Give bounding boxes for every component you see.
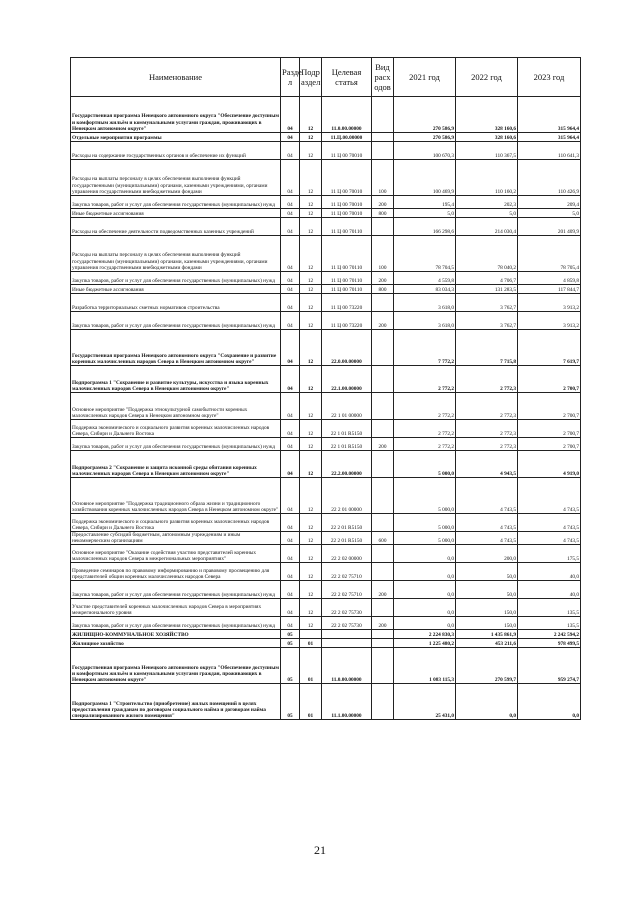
table-row — [71, 451, 581, 478]
cell-expense-type — [372, 97, 394, 133]
cell-section: 04 — [281, 133, 300, 142]
cell-name: Подпрограмма 2 "Сохранение и защита исконной среды обитания коренных малочисленных народов Севера в Ненецком автономном округе" — [71, 451, 281, 478]
cell-name: Основное мероприятие "Поддержка традиционного образа жизни и традиционного хозяйствования коренных малочисленных народов Севера в Ненецком автономном округе" — [71, 478, 281, 514]
cell-year-2022: 3 762,7 — [456, 294, 518, 312]
cell-year-2022: 2 772,3 — [456, 438, 518, 451]
cell-year-2022: 50,0 — [456, 563, 518, 581]
cell-name: Закупка товаров, работ и услуг для обеспечения государственных (муниципальных) нужд — [71, 617, 281, 630]
cell-year-2021: 270 586,9 — [394, 133, 456, 142]
cell-expense-type: 200 — [372, 617, 394, 630]
cell-subsection: 12 — [300, 209, 322, 218]
cell-year-2022: 4 743,5 — [456, 478, 518, 514]
cell-section: 04 — [281, 581, 300, 599]
cell-section: 04 — [281, 312, 300, 330]
cell-section: 04 — [281, 617, 300, 630]
cell-target-article: 11 Ц 00 70110 — [322, 218, 372, 236]
table-row — [71, 599, 581, 617]
cell-subsection: 01 — [300, 639, 322, 648]
cell-expense-type: 200 — [372, 438, 394, 451]
cell-year-2023: 3 913,2 — [518, 312, 581, 330]
cell-year-2022: 453 211,6 — [456, 639, 518, 648]
cell-year-2022: 328 160,6 — [456, 133, 518, 142]
cell-expense-type — [372, 684, 394, 720]
cell-target-article: 22.0.00.00000 — [322, 330, 372, 366]
cell-section: 04 — [281, 160, 300, 196]
cell-expense-type: 200 — [372, 581, 394, 599]
header-year-2023: 2023 год — [518, 58, 581, 97]
table-row — [71, 330, 581, 366]
cell-year-2022: 150,0 — [456, 599, 518, 617]
cell-year-2021: 2 224 830,3 — [394, 630, 456, 639]
cell-year-2021: 25 431,0 — [394, 684, 456, 720]
cell-target-article: 22 2 02 00000 — [322, 545, 372, 563]
cell-year-2023: 209,4 — [518, 196, 581, 209]
cell-year-2021: 1 083 115,3 — [394, 648, 456, 684]
cell-target-article: 11 Ц 00 70110 — [322, 236, 372, 272]
cell-year-2023: 4 743,5 — [518, 478, 581, 514]
header-year-2021: 2021 год — [394, 58, 456, 97]
header-subsection: Подр аздел — [300, 58, 322, 97]
cell-year-2023: 110 426,9 — [518, 160, 581, 196]
cell-section: 04 — [281, 420, 300, 438]
cell-year-2021: 4 559,8 — [394, 272, 456, 285]
cell-year-2023: 2 700,7 — [518, 420, 581, 438]
cell-subsection: 12 — [300, 438, 322, 451]
cell-name: ЖИЛИЩНО-КОММУНАЛЬНОЕ ХОЗЯЙСТВО — [71, 630, 281, 639]
cell-year-2023: 5,0 — [518, 209, 581, 218]
cell-name: Закупка товаров, работ и услуг для обеспечения государственных (муниципальных) нужд — [71, 438, 281, 451]
cell-year-2022: 50,0 — [456, 581, 518, 599]
cell-year-2022: 4 706,7 — [456, 272, 518, 285]
cell-section: 05 — [281, 684, 300, 720]
cell-target-article: 22 2 02 75710 — [322, 563, 372, 581]
cell-year-2021: 100 670,3 — [394, 142, 456, 160]
cell-section: 04 — [281, 272, 300, 285]
budget-table-container — [70, 57, 580, 720]
cell-year-2022: 4 943,5 — [456, 451, 518, 478]
table-row — [71, 545, 581, 563]
cell-year-2023: 0,0 — [518, 684, 581, 720]
cell-section: 04 — [281, 209, 300, 218]
table-row — [71, 272, 581, 285]
cell-target-article: 11 Ц 00 70010 — [322, 209, 372, 218]
cell-target-article: 22 2 01 00000 — [322, 478, 372, 514]
cell-year-2021: 3 618,0 — [394, 294, 456, 312]
cell-subsection: 12 — [300, 393, 322, 420]
table-row — [71, 209, 581, 218]
cell-year-2022: 4 743,5 — [456, 532, 518, 545]
cell-expense-type: 100 — [372, 160, 394, 196]
cell-name: Проведение семинаров по правовому информированию и правовому просвещению для представителей общин коренных малочисленных народов Севера — [71, 563, 281, 581]
header-year-2022: 2022 год — [456, 58, 518, 97]
table-row — [71, 97, 581, 133]
cell-target-article: 11 Ц 00 70110 — [322, 272, 372, 285]
cell-section: 04 — [281, 478, 300, 514]
cell-year-2022: 150,0 — [456, 617, 518, 630]
table-row — [71, 196, 581, 209]
cell-subsection: 12 — [300, 532, 322, 545]
cell-expense-type: 600 — [372, 532, 394, 545]
table-row — [71, 366, 581, 393]
cell-year-2021: 5,0 — [394, 209, 456, 218]
cell-year-2021: 0,0 — [394, 617, 456, 630]
cell-expense-type: 200 — [372, 312, 394, 330]
header-expense-type: Вид расх одов — [372, 58, 394, 97]
cell-expense-type — [372, 330, 394, 366]
cell-section: 04 — [281, 599, 300, 617]
cell-name: Расходы на выплаты персоналу в целях обеспечения выполнения функций государственными (муниципальными) органами, казенными учреждениями, органами управления государственными внебюджетными фондами — [71, 236, 281, 272]
cell-year-2023: 315 964,4 — [518, 133, 581, 142]
cell-subsection: 12 — [300, 581, 322, 599]
cell-subsection: 12 — [300, 133, 322, 142]
cell-expense-type — [372, 393, 394, 420]
cell-year-2023: 3 913,2 — [518, 294, 581, 312]
cell-expense-type — [372, 142, 394, 160]
cell-section: 05 — [281, 639, 300, 648]
cell-year-2023: 78 705,4 — [518, 236, 581, 272]
cell-section: 04 — [281, 236, 300, 272]
cell-year-2021: 78 704,5 — [394, 236, 456, 272]
cell-year-2021: 2 772,2 — [394, 366, 456, 393]
cell-subsection: 12 — [300, 563, 322, 581]
table-row — [71, 142, 581, 160]
cell-name: Иные бюджетные ассигнования — [71, 285, 281, 294]
cell-name: Основное мероприятие "Оказание содействия участию представителей коренных малочисленных народов Севера в межрегиональных мероприятиях" — [71, 545, 281, 563]
cell-name: Жилищное хозяйство — [71, 639, 281, 648]
cell-year-2022: 131 283,5 — [456, 285, 518, 294]
table-row — [71, 532, 581, 545]
table-row — [71, 684, 581, 720]
table-row — [71, 236, 581, 272]
cell-subsection: 12 — [300, 236, 322, 272]
table-row — [71, 420, 581, 438]
cell-year-2022: 270 599,7 — [456, 648, 518, 684]
cell-name: Разработка территориальных сметных нормативов строительства — [71, 294, 281, 312]
cell-name: Участие представителей коренных малочисленных народов Севера в мероприятиях межрегионального уровня — [71, 599, 281, 617]
cell-name: Государственная программа Ненецкого автономного округа "Обеспечение доступным и комфортным жильём и коммунальными услугами граждан, проживающих в Ненецком автономном округе" — [71, 97, 281, 133]
cell-name: Поддержка экономического и социального развития коренных малочисленных народов Севера, Сибири и Дальнего Востока — [71, 514, 281, 532]
cell-subsection: 12 — [300, 545, 322, 563]
table-row — [71, 438, 581, 451]
cell-section: 04 — [281, 563, 300, 581]
cell-subsection: 01 — [300, 684, 322, 720]
cell-expense-type — [372, 630, 394, 639]
cell-target-article: 11 Ц 00 70010 — [322, 196, 372, 209]
cell-name: Поддержка экономического и социального развития коренных малочисленных народов Севера, Сибири и Дальнего Востока — [71, 420, 281, 438]
cell-expense-type — [372, 451, 394, 478]
cell-subsection: 12 — [300, 451, 322, 478]
cell-target-article: 11 Ц 00 70110 — [322, 285, 372, 294]
table-row — [71, 478, 581, 514]
cell-year-2023: 959 274,7 — [518, 648, 581, 684]
cell-year-2023: 2 700,7 — [518, 438, 581, 451]
cell-section: 05 — [281, 630, 300, 639]
cell-target-article: 22.1.00.00000 — [322, 366, 372, 393]
cell-subsection: 12 — [300, 617, 322, 630]
table-row — [71, 393, 581, 420]
cell-section: 04 — [281, 438, 300, 451]
cell-section: 04 — [281, 532, 300, 545]
cell-name: Подпрограмма 1 "Сохранение и развитие культуры, искусства и языка коренных малочисленных народов Севера в Ненецком автономном округе" — [71, 366, 281, 393]
cell-subsection — [300, 630, 322, 639]
cell-subsection: 12 — [300, 366, 322, 393]
cell-expense-type: 200 — [372, 196, 394, 209]
cell-year-2021: 5 000,0 — [394, 514, 456, 532]
cell-year-2021: 3 618,0 — [394, 312, 456, 330]
cell-target-article: 11.Ц.00.00000 — [322, 133, 372, 142]
cell-subsection: 12 — [300, 285, 322, 294]
cell-year-2021: 2 772,2 — [394, 420, 456, 438]
cell-target-article: 11.1.00.00000 — [322, 684, 372, 720]
cell-name: Отдельные мероприятия программы — [71, 133, 281, 142]
page-number: 21 — [314, 843, 326, 857]
cell-section: 04 — [281, 196, 300, 209]
cell-section: 04 — [281, 451, 300, 478]
cell-section: 05 — [281, 648, 300, 684]
cell-name: Расходы на обеспечение деятельности подведомственных казенных учреждений — [71, 218, 281, 236]
cell-year-2023: 117 844,7 — [518, 285, 581, 294]
cell-name: Иные бюджетные ассигнования — [71, 209, 281, 218]
cell-target-article: 22 2 02 75710 — [322, 581, 372, 599]
cell-expense-type — [372, 366, 394, 393]
cell-name: Подпрограмма 1 "Строительство (приобретение) жилых помещений в целях предоставления гражданам по договорам социального найма и договорам найма специализированного жилого помещения" — [71, 684, 281, 720]
cell-subsection: 12 — [300, 160, 322, 196]
cell-year-2021: 5 000,0 — [394, 451, 456, 478]
cell-expense-type: 800 — [372, 285, 394, 294]
table-row — [71, 514, 581, 532]
cell-year-2021: 270 586,9 — [394, 97, 456, 133]
cell-subsection: 12 — [300, 142, 322, 160]
cell-name: Государственная программа Ненецкого автономного округа "Обеспечение доступным и комфортным жильём и коммунальными услугами граждан, проживающих в Ненецком автономном округе" — [71, 648, 281, 684]
cell-target-article: 11 Ц 00 73220 — [322, 312, 372, 330]
cell-year-2021: 100 469,9 — [394, 160, 456, 196]
cell-year-2022: 7 715,8 — [456, 330, 518, 366]
cell-target-article — [322, 639, 372, 648]
cell-target-article: 22 2 01 R5150 — [322, 532, 372, 545]
cell-year-2022: 3 762,7 — [456, 312, 518, 330]
cell-target-article: 22 2 02 75730 — [322, 617, 372, 630]
cell-year-2023: 201 409,9 — [518, 218, 581, 236]
cell-year-2021: 0,0 — [394, 545, 456, 563]
cell-expense-type — [372, 133, 394, 142]
cell-year-2021: 166 298,6 — [394, 218, 456, 236]
cell-section: 04 — [281, 285, 300, 294]
cell-year-2022: 4 743,5 — [456, 514, 518, 532]
cell-name: Расходы на выплаты персоналу в целях обеспечения выполнения функций государственными (муниципальными) органами, казенными учреждениями, органами управления государственными внебюджетными фондами — [71, 160, 281, 196]
cell-subsection: 12 — [300, 196, 322, 209]
cell-section: 04 — [281, 294, 300, 312]
cell-year-2023: 40,0 — [518, 581, 581, 599]
cell-year-2022: 2 772,3 — [456, 393, 518, 420]
table-row — [71, 581, 581, 599]
cell-year-2021: 0,0 — [394, 599, 456, 617]
cell-target-article: 11.0.00.00000 — [322, 648, 372, 684]
cell-subsection: 12 — [300, 420, 322, 438]
cell-year-2021: 2 772,2 — [394, 438, 456, 451]
cell-subsection: 12 — [300, 97, 322, 133]
cell-expense-type: 100 — [372, 236, 394, 272]
cell-year-2021: 7 772,2 — [394, 330, 456, 366]
cell-expense-type — [372, 514, 394, 532]
budget-table — [70, 57, 581, 720]
cell-year-2022: 328 160,6 — [456, 97, 518, 133]
table-row — [71, 285, 581, 294]
table-body — [71, 97, 581, 720]
cell-target-article: 11 Ц 00 73220 — [322, 294, 372, 312]
cell-name: Закупка товаров, работ и услуг для обеспечения государственных (муниципальных) нужд — [71, 196, 281, 209]
cell-section: 04 — [281, 366, 300, 393]
cell-name: Закупка товаров, работ и услуг для обеспечения государственных (муниципальных) нужд — [71, 312, 281, 330]
cell-year-2023: 2 700,7 — [518, 393, 581, 420]
cell-year-2022: 214 030,4 — [456, 218, 518, 236]
cell-target-article: 22.2.00.00000 — [322, 451, 372, 478]
table-row — [71, 563, 581, 581]
cell-target-article — [322, 630, 372, 639]
table-row — [71, 648, 581, 684]
cell-name: Основное мероприятие "Поддержка этнокультурной самобытности коренных малочисленных народов Севера в Ненецком автономном округе" — [71, 393, 281, 420]
cell-target-article: 22 2 01 R5150 — [322, 514, 372, 532]
cell-year-2023: 4 743,5 — [518, 532, 581, 545]
cell-expense-type — [372, 218, 394, 236]
cell-year-2021: 1 225 480,2 — [394, 639, 456, 648]
table-row — [71, 160, 581, 196]
cell-subsection: 12 — [300, 294, 322, 312]
cell-subsection: 01 — [300, 648, 322, 684]
cell-section: 04 — [281, 142, 300, 160]
cell-year-2021: 5 000,0 — [394, 478, 456, 514]
cell-expense-type — [372, 294, 394, 312]
cell-section: 04 — [281, 330, 300, 366]
cell-subsection: 12 — [300, 478, 322, 514]
table-row — [71, 312, 581, 330]
cell-subsection: 12 — [300, 599, 322, 617]
cell-year-2023: 135,5 — [518, 599, 581, 617]
cell-target-article: 11 Ц 00 70010 — [322, 142, 372, 160]
cell-year-2023: 315 964,4 — [518, 97, 581, 133]
cell-expense-type — [372, 648, 394, 684]
cell-year-2021: 0,0 — [394, 581, 456, 599]
cell-year-2021: 2 772,2 — [394, 393, 456, 420]
cell-year-2023: 978 499,5 — [518, 639, 581, 648]
cell-year-2021: 5 000,0 — [394, 532, 456, 545]
cell-year-2021: 195,4 — [394, 196, 456, 209]
cell-expense-type — [372, 545, 394, 563]
cell-target-article: 22 1 01 00000 — [322, 393, 372, 420]
cell-expense-type: 200 — [372, 272, 394, 285]
cell-year-2022: 110 160,2 — [456, 160, 518, 196]
cell-year-2022: 5,0 — [456, 209, 518, 218]
cell-target-article: 22 1 01 R5150 — [322, 420, 372, 438]
cell-year-2023: 4 743,5 — [518, 514, 581, 532]
cell-year-2022: 200,0 — [456, 545, 518, 563]
cell-subsection: 12 — [300, 272, 322, 285]
cell-year-2022: 2 772,3 — [456, 420, 518, 438]
cell-year-2023: 2 700,7 — [518, 366, 581, 393]
cell-target-article: 11 Ц 00 70010 — [322, 160, 372, 196]
cell-expense-type — [372, 563, 394, 581]
cell-year-2023: 110 641,3 — [518, 142, 581, 160]
cell-target-article: 11.0.00.00000 — [322, 97, 372, 133]
cell-expense-type — [372, 420, 394, 438]
header-section: Разде л — [281, 58, 300, 97]
cell-section: 04 — [281, 218, 300, 236]
cell-year-2023: 175,5 — [518, 545, 581, 563]
cell-expense-type — [372, 599, 394, 617]
table-header-row — [71, 58, 581, 97]
cell-section: 04 — [281, 545, 300, 563]
cell-target-article: 22 2 02 75730 — [322, 599, 372, 617]
cell-year-2023: 4 919,0 — [518, 451, 581, 478]
cell-year-2023: 40,0 — [518, 563, 581, 581]
table-row — [71, 218, 581, 236]
cell-name: Государственная программа Ненецкого автономного округа "Сохранение и развитие коренных малочисленных народов Севера в Ненецком автономном округе" — [71, 330, 281, 366]
cell-year-2023: 2 242 594,2 — [518, 630, 581, 639]
cell-section: 04 — [281, 393, 300, 420]
cell-year-2023: 135,5 — [518, 617, 581, 630]
cell-year-2022: 202,3 — [456, 196, 518, 209]
cell-name: Закупка товаров, работ и услуг для обеспечения государственных (муниципальных) нужд — [71, 272, 281, 285]
cell-expense-type — [372, 639, 394, 648]
cell-year-2021: 0,0 — [394, 563, 456, 581]
cell-target-article: 22 1 01 R5150 — [322, 438, 372, 451]
cell-year-2023: 4 859,8 — [518, 272, 581, 285]
header-name: Наименование — [71, 58, 281, 97]
cell-name: Расходы на содержание государственных органов и обеспечение их функций — [71, 142, 281, 160]
cell-expense-type — [372, 478, 394, 514]
cell-name: Предоставление субсидий бюджетным, автономным учреждениям и иным некоммерческим организациям — [71, 532, 281, 545]
cell-subsection: 12 — [300, 330, 322, 366]
cell-year-2022: 1 435 861,9 — [456, 630, 518, 639]
table-row — [71, 294, 581, 312]
table-row — [71, 617, 581, 630]
cell-subsection: 12 — [300, 514, 322, 532]
table-row — [71, 639, 581, 648]
table-row — [71, 630, 581, 639]
cell-expense-type: 800 — [372, 209, 394, 218]
header-target-article: Целевая статья — [322, 58, 372, 97]
cell-year-2022: 78 040,2 — [456, 236, 518, 272]
cell-year-2021: 83 034,3 — [394, 285, 456, 294]
cell-subsection: 12 — [300, 312, 322, 330]
cell-section: 04 — [281, 514, 300, 532]
cell-year-2022: 2 772,3 — [456, 366, 518, 393]
cell-year-2022: 0,0 — [456, 684, 518, 720]
cell-name: Закупка товаров, работ и услуг для обеспечения государственных (муниципальных) нужд — [71, 581, 281, 599]
cell-year-2023: 7 619,7 — [518, 330, 581, 366]
cell-section: 04 — [281, 97, 300, 133]
cell-year-2022: 110 367,5 — [456, 142, 518, 160]
table-row — [71, 133, 581, 142]
cell-subsection: 12 — [300, 218, 322, 236]
